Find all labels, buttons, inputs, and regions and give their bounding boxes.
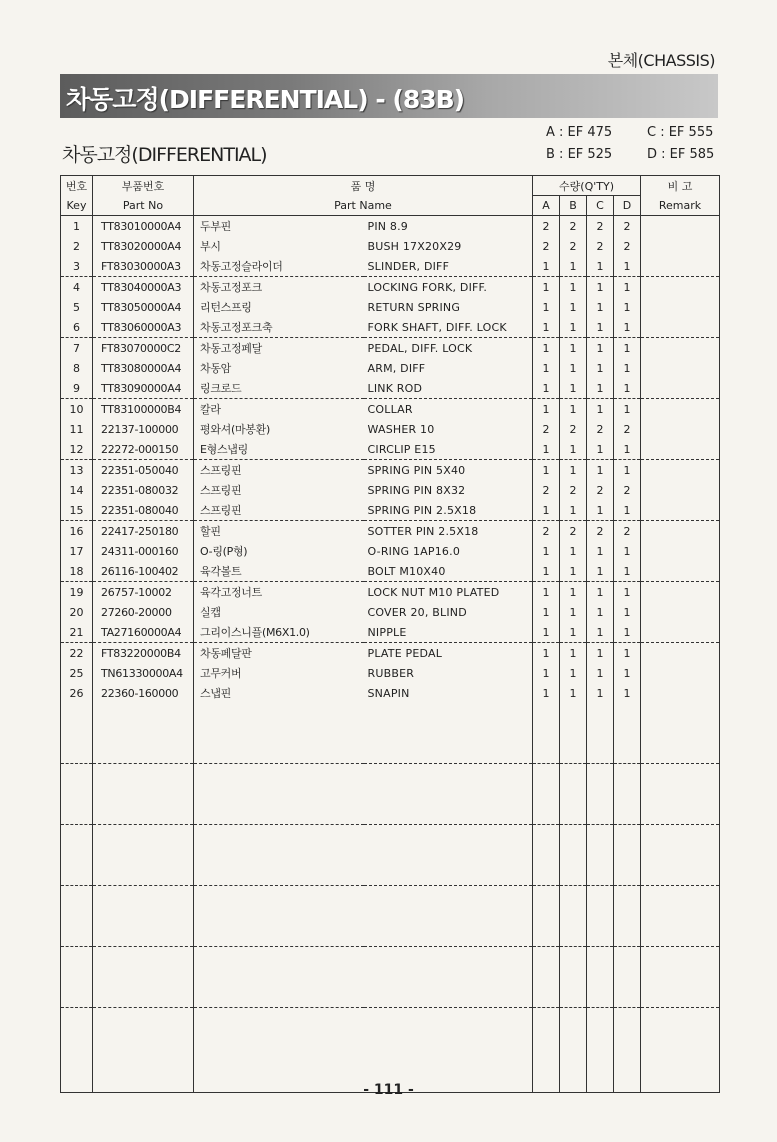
row-qty-b: 2	[560, 236, 587, 256]
header-name-ko: 품 명	[194, 176, 533, 196]
row-name-en: PLATE PEDAL	[364, 643, 533, 664]
table-row	[61, 460, 720, 481]
table-row	[61, 480, 720, 500]
row-part-no: FT83220000B4	[93, 643, 194, 664]
table-row	[61, 358, 720, 378]
row-qty-c: 2	[587, 521, 614, 542]
row-name-en: COLLAR	[364, 399, 533, 420]
row-qty-b: 1	[560, 602, 587, 622]
row-part-no: FT83070000C2	[93, 338, 194, 359]
row-name-en: RETURN SPRING	[364, 297, 533, 317]
row-qty-c: 1	[587, 277, 614, 298]
row-remark	[641, 500, 720, 521]
row-name-ko: O-링(P형)	[194, 541, 364, 561]
row-remark	[641, 582, 720, 603]
row-name-ko: E형스냅링	[194, 439, 364, 460]
row-name-ko: 차동암	[194, 358, 364, 378]
row-qty-a: 2	[533, 236, 560, 256]
row-qty-c: 1	[587, 683, 614, 703]
row-key: 3	[61, 256, 93, 277]
header-key-en: Key	[61, 196, 93, 216]
row-key: 13	[61, 460, 93, 481]
row-name-ko: 차동고정슬라이더	[194, 256, 364, 277]
row-key: 21	[61, 622, 93, 643]
row-name-ko: 실캡	[194, 602, 364, 622]
row-qty-a: 1	[533, 541, 560, 561]
row-qty-b: 1	[560, 277, 587, 298]
model-list-right	[647, 122, 714, 166]
row-name-en: CIRCLIP E15	[364, 439, 533, 460]
row-qty-b: 1	[560, 378, 587, 399]
parts-table	[60, 175, 720, 1093]
row-qty-c: 1	[587, 317, 614, 338]
row-qty-a: 2	[533, 216, 560, 237]
row-qty-c: 1	[587, 460, 614, 481]
row-qty-d: 1	[614, 256, 641, 277]
row-qty-d: 1	[614, 500, 641, 521]
row-remark	[641, 378, 720, 399]
row-qty-c: 1	[587, 541, 614, 561]
row-part-no: TT83060000A3	[93, 317, 194, 338]
row-key: 20	[61, 602, 93, 622]
row-remark	[641, 338, 720, 359]
header-name-en: Part Name	[194, 196, 533, 216]
row-remark	[641, 317, 720, 338]
row-name-en: FORK SHAFT, DIFF. LOCK	[364, 317, 533, 338]
row-qty-b: 1	[560, 460, 587, 481]
table-row	[61, 378, 720, 399]
row-name-en: SPRING PIN 8X32	[364, 480, 533, 500]
row-key: 11	[61, 419, 93, 439]
row-qty-a: 1	[533, 338, 560, 359]
empty-row	[61, 703, 720, 764]
row-qty-d: 1	[614, 541, 641, 561]
table-row	[61, 602, 720, 622]
row-qty-a: 1	[533, 561, 560, 582]
row-part-no: 22351-050040	[93, 460, 194, 481]
table-row	[61, 399, 720, 420]
row-qty-d: 1	[614, 338, 641, 359]
row-qty-a: 2	[533, 521, 560, 542]
row-remark	[641, 399, 720, 420]
row-qty-a: 1	[533, 602, 560, 622]
row-qty-b: 1	[560, 256, 587, 277]
table-row	[61, 521, 720, 542]
row-qty-c: 1	[587, 582, 614, 603]
row-remark	[641, 683, 720, 703]
row-qty-c: 1	[587, 399, 614, 420]
row-qty-a: 2	[533, 419, 560, 439]
row-name-en: SLINDER, DIFF	[364, 256, 533, 277]
row-part-no: TT83080000A4	[93, 358, 194, 378]
table-row	[61, 683, 720, 703]
empty-row	[61, 886, 720, 947]
table-row	[61, 561, 720, 582]
row-qty-d: 1	[614, 663, 641, 683]
row-qty-d: 1	[614, 460, 641, 481]
row-name-en: SOTTER PIN 2.5X18	[364, 521, 533, 542]
row-name-en: LOCKING FORK, DIFF.	[364, 277, 533, 298]
row-qty-a: 1	[533, 500, 560, 521]
row-remark	[641, 541, 720, 561]
table-row	[61, 338, 720, 359]
row-qty-c: 1	[587, 256, 614, 277]
row-qty-a: 1	[533, 256, 560, 277]
row-key: 17	[61, 541, 93, 561]
row-key: 19	[61, 582, 93, 603]
parts-table-body	[61, 216, 720, 704]
row-remark	[641, 358, 720, 378]
row-qty-d: 1	[614, 399, 641, 420]
row-qty-a: 1	[533, 399, 560, 420]
header-partno-en: Part No	[93, 196, 194, 216]
row-name-en: LINK ROD	[364, 378, 533, 399]
header-qty-a: A	[533, 196, 560, 216]
row-qty-b: 2	[560, 419, 587, 439]
row-key: 9	[61, 378, 93, 399]
row-qty-d: 2	[614, 419, 641, 439]
row-part-no: 22417-250180	[93, 521, 194, 542]
row-qty-b: 1	[560, 663, 587, 683]
row-name-en: SPRING PIN 5X40	[364, 460, 533, 481]
model-a: A : EF 475	[546, 125, 613, 140]
row-key: 6	[61, 317, 93, 338]
row-qty-a: 2	[533, 480, 560, 500]
row-part-no: 27260-20000	[93, 602, 194, 622]
row-part-no: 22137-100000	[93, 419, 194, 439]
row-remark	[641, 521, 720, 542]
row-name-ko: 부시	[194, 236, 364, 256]
header-partno-ko: 부품번호	[93, 176, 194, 196]
row-qty-d: 1	[614, 582, 641, 603]
row-qty-d: 2	[614, 236, 641, 256]
row-key: 16	[61, 521, 93, 542]
header-qty: 수량(Q'TY)	[533, 176, 641, 196]
header-key-ko: 번호	[61, 176, 93, 196]
row-qty-c: 1	[587, 439, 614, 460]
row-qty-b: 2	[560, 480, 587, 500]
row-qty-d: 1	[614, 358, 641, 378]
row-name-ko: 차동고정포크	[194, 277, 364, 298]
row-qty-b: 1	[560, 622, 587, 643]
row-remark	[641, 419, 720, 439]
empty-row	[61, 764, 720, 825]
row-qty-d: 2	[614, 216, 641, 237]
row-key: 22	[61, 643, 93, 664]
row-qty-c: 1	[587, 643, 614, 664]
row-qty-d: 1	[614, 683, 641, 703]
row-qty-d: 1	[614, 297, 641, 317]
table-row	[61, 663, 720, 683]
row-qty-b: 1	[560, 338, 587, 359]
row-remark	[641, 561, 720, 582]
row-qty-d: 1	[614, 277, 641, 298]
header-remark-ko: 비 고	[641, 176, 720, 196]
row-name-en: WASHER 10	[364, 419, 533, 439]
row-qty-c: 1	[587, 338, 614, 359]
table-row	[61, 236, 720, 256]
row-remark	[641, 216, 720, 237]
table-row	[61, 297, 720, 317]
row-qty-b: 1	[560, 358, 587, 378]
model-b: B : EF 525	[546, 147, 613, 162]
row-key: 1	[61, 216, 93, 237]
row-remark	[641, 460, 720, 481]
row-qty-d: 2	[614, 480, 641, 500]
row-qty-b: 1	[560, 500, 587, 521]
row-remark	[641, 643, 720, 664]
row-qty-c: 1	[587, 378, 614, 399]
table-row	[61, 643, 720, 664]
row-name-ko: 그리이스니플(M6X1.0)	[194, 622, 364, 643]
header-remark-en: Remark	[641, 196, 720, 216]
row-name-en: NIPPLE	[364, 622, 533, 643]
row-qty-a: 1	[533, 317, 560, 338]
row-qty-b: 1	[560, 317, 587, 338]
row-part-no: 24311-000160	[93, 541, 194, 561]
row-qty-d: 1	[614, 643, 641, 664]
row-qty-a: 1	[533, 622, 560, 643]
row-qty-a: 1	[533, 683, 560, 703]
row-qty-d: 1	[614, 602, 641, 622]
row-key: 8	[61, 358, 93, 378]
row-name-ko: 평와셔(마봉환)	[194, 419, 364, 439]
row-name-en: COVER 20, BLIND	[364, 602, 533, 622]
row-qty-a: 1	[533, 277, 560, 298]
empty-row	[61, 1008, 720, 1093]
row-name-ko: 고무커버	[194, 663, 364, 683]
row-qty-b: 1	[560, 541, 587, 561]
row-part-no: FT83030000A3	[93, 256, 194, 277]
row-qty-d: 1	[614, 378, 641, 399]
row-part-no: TT83040000A3	[93, 277, 194, 298]
row-key: 4	[61, 277, 93, 298]
row-key: 12	[61, 439, 93, 460]
row-qty-a: 1	[533, 439, 560, 460]
row-part-no: TT83090000A4	[93, 378, 194, 399]
row-qty-c: 1	[587, 500, 614, 521]
row-key: 25	[61, 663, 93, 683]
row-remark	[641, 277, 720, 298]
row-part-no: TT83020000A4	[93, 236, 194, 256]
header-qty-b: B	[560, 196, 587, 216]
page-subtitle: 차동고정(DIFFERENTIAL)	[62, 144, 267, 166]
row-name-ko: 스프링핀	[194, 480, 364, 500]
row-name-en: PEDAL, DIFF. LOCK	[364, 338, 533, 359]
row-name-ko: 육각고정너트	[194, 582, 364, 603]
row-part-no: TT83100000B4	[93, 399, 194, 420]
row-qty-b: 1	[560, 643, 587, 664]
row-remark	[641, 602, 720, 622]
row-name-en: SNAPIN	[364, 683, 533, 703]
row-remark	[641, 663, 720, 683]
row-qty-c: 1	[587, 561, 614, 582]
row-qty-c: 2	[587, 480, 614, 500]
row-part-no: 26757-10002	[93, 582, 194, 603]
row-qty-a: 1	[533, 582, 560, 603]
row-qty-c: 2	[587, 216, 614, 237]
row-key: 7	[61, 338, 93, 359]
row-qty-c: 1	[587, 622, 614, 643]
row-name-ko: 스냅핀	[194, 683, 364, 703]
row-qty-a: 1	[533, 378, 560, 399]
row-qty-a: 1	[533, 643, 560, 664]
row-name-ko: 두부핀	[194, 216, 364, 237]
model-list-left	[546, 122, 612, 166]
row-name-ko: 스프링핀	[194, 460, 364, 481]
row-name-ko: 차동고정페달	[194, 338, 364, 359]
row-remark	[641, 439, 720, 460]
row-qty-b: 1	[560, 399, 587, 420]
row-qty-d: 1	[614, 439, 641, 460]
title-banner	[60, 74, 718, 118]
row-qty-a: 1	[533, 358, 560, 378]
row-qty-a: 1	[533, 297, 560, 317]
model-c: C : EF 555	[647, 125, 714, 140]
row-name-ko: 할핀	[194, 521, 364, 542]
row-qty-d: 1	[614, 561, 641, 582]
row-qty-a: 1	[533, 460, 560, 481]
row-qty-a: 1	[533, 663, 560, 683]
row-name-en: BOLT M10X40	[364, 561, 533, 582]
table-row	[61, 439, 720, 460]
section-label: 본체(CHASSIS)	[607, 51, 715, 70]
row-name-en: PIN 8.9	[364, 216, 533, 237]
row-remark	[641, 256, 720, 277]
row-part-no: 22351-080040	[93, 500, 194, 521]
row-part-no: 26116-100402	[93, 561, 194, 582]
table-row	[61, 582, 720, 603]
table-row	[61, 419, 720, 439]
row-qty-b: 1	[560, 683, 587, 703]
row-key: 2	[61, 236, 93, 256]
row-name-ko: 링크로드	[194, 378, 364, 399]
row-part-no: 22272-000150	[93, 439, 194, 460]
table-row	[61, 317, 720, 338]
row-qty-c: 1	[587, 297, 614, 317]
row-key: 10	[61, 399, 93, 420]
row-qty-b: 1	[560, 439, 587, 460]
row-qty-c: 2	[587, 419, 614, 439]
table-row	[61, 277, 720, 298]
row-name-ko: 차동페달판	[194, 643, 364, 664]
row-qty-b: 2	[560, 521, 587, 542]
row-qty-b: 1	[560, 582, 587, 603]
row-key: 18	[61, 561, 93, 582]
row-part-no: TT83050000A4	[93, 297, 194, 317]
row-key: 26	[61, 683, 93, 703]
empty-row	[61, 947, 720, 1008]
row-name-en: O-RING 1AP16.0	[364, 541, 533, 561]
row-name-en: ARM, DIFF	[364, 358, 533, 378]
row-remark	[641, 236, 720, 256]
row-name-en: LOCK NUT M10 PLATED	[364, 582, 533, 603]
row-name-en: BUSH 17X20X29	[364, 236, 533, 256]
row-qty-c: 2	[587, 236, 614, 256]
model-d: D : EF 585	[647, 147, 715, 162]
empty-row	[61, 825, 720, 886]
row-name-ko: 리턴스프링	[194, 297, 364, 317]
row-qty-d: 1	[614, 622, 641, 643]
row-name-ko: 육각볼트	[194, 561, 364, 582]
table-row	[61, 500, 720, 521]
empty-rows	[61, 703, 720, 1093]
row-key: 5	[61, 297, 93, 317]
row-remark	[641, 622, 720, 643]
row-key: 14	[61, 480, 93, 500]
table-row	[61, 541, 720, 561]
row-qty-d: 2	[614, 521, 641, 542]
header-qty-d: D	[614, 196, 641, 216]
row-key: 15	[61, 500, 93, 521]
row-qty-b: 1	[560, 561, 587, 582]
row-name-en: RUBBER	[364, 663, 533, 683]
row-qty-b: 1	[560, 297, 587, 317]
row-qty-c: 1	[587, 602, 614, 622]
row-remark	[641, 480, 720, 500]
row-name-ko: 칼라	[194, 399, 364, 420]
row-qty-b: 2	[560, 216, 587, 237]
row-name-ko: 차동고정포크축	[194, 317, 364, 338]
table-row	[61, 216, 720, 237]
row-name-en: SPRING PIN 2.5X18	[364, 500, 533, 521]
row-qty-c: 1	[587, 663, 614, 683]
row-part-no: TA27160000A4	[93, 622, 194, 643]
row-remark	[641, 297, 720, 317]
banner-title: 차동고정(DIFFERENTIAL) - (83B)	[66, 85, 465, 114]
row-name-ko: 스프링핀	[194, 500, 364, 521]
page-number: - 111 -	[363, 1082, 414, 1098]
row-part-no: 22360-160000	[93, 683, 194, 703]
row-qty-d: 1	[614, 317, 641, 338]
row-part-no: TN61330000A4	[93, 663, 194, 683]
row-part-no: 22351-080032	[93, 480, 194, 500]
header-qty-c: C	[587, 196, 614, 216]
table-row	[61, 622, 720, 643]
table-row	[61, 256, 720, 277]
row-part-no: TT83010000A4	[93, 216, 194, 237]
row-qty-c: 1	[587, 358, 614, 378]
